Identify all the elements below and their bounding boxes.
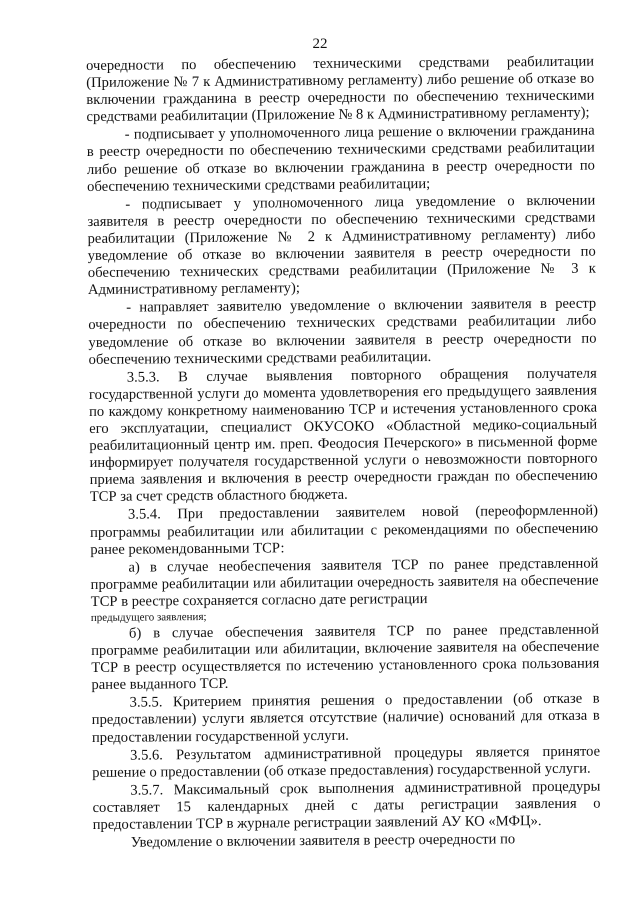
paragraph-item-b: б) в случае обеспечения заявителя ТСР по ранее представленной программе реабилитации или абилитации, включение заявителя на обеспечение ТСР в реестр осуществляется по истечению установленного срока пользования ранее выданного ТСР. (91, 621, 600, 694)
paragraph-continuation: очередности по обеспечению техническими средствами реабилитации (Приложение № 7 к Административному регламенту) либо решение об отказе во включении гражданина в реестр очередности по обеспечению техническими средствами реабилитации (Приложение № 8 к Административному регламенту); (86, 53, 595, 126)
paragraph-3-5-3: 3.5.3. В случае выявления повторного обращения получателя государственной услуги до момента удовлетворения его предыдущего заявления по каждому конкретному наименованию ТСР и истечения установленного срока его эксплуатации, специалист ОКУСОКО «Областной медико-социальный реабилитационный центр им. преп. Феодосия Печерского» в письменной форме информирует получателя государственной услуги о невозможности повторного приема заявления и включения в реестр очередности граждан по обеспечению ТСР за счет средств областного бюджета. (88, 365, 598, 506)
paragraph-3-5-7: 3.5.7. Максимальный срок выполнения административной процедуры составляет 15 календарных дней с даты регистрации заявления о предоставлении ТСР в журнале регистрации заявлений АУ КО «МФЦ». (92, 778, 601, 834)
page-number: 22 (312, 36, 328, 52)
paragraph-3-5-4: 3.5.4. При предоставлении заявителем новой (переоформленной) программы реабилитации или абилитации с рекомендациями по обеспечению ранее рекомендованными ТСР: (90, 502, 599, 558)
paragraph-notification-start: Уведомление о включении заявителя в реестр очередности по (130, 831, 516, 851)
paragraph-item-a: а) в случае необеспечения заявителя ТСР по ранее представленной программе реабилитации или абилитации очередность заявителя на обеспечение ТСР в реестре сохраняется согласно дате регистрации (90, 555, 599, 610)
paragraph-sign-decision: - подписывает у уполномоченного лица решение о включении гражданина в реестр очередности по обеспечению техническими средствами реабилитации либо решение об отказе во включении гражданина в реестр очередности по обеспечению техническими средствами реабилитации; (86, 122, 596, 195)
paragraph-sign-notification: - подписывает у уполномоченного лица уведомление о включении заявителя в реестр очередности по обеспечению техническими средствами реабилитации (Приложение № 2 к Административному регламенту) либо уведомление об отказе во включении заявителя в реестр очередности по обеспечению технических средствами реабилитации (Приложение № 3 к Административному регламенту); (87, 192, 596, 299)
document-body (86, 54, 601, 854)
paragraph-3-5-5: 3.5.5. Критерием принятия решения о предоставлении (об отказе в предоставлении) услуги является отсутствие (наличие) оснований для отказа в предоставлении государственной услуги. (91, 690, 600, 746)
paragraph-item-a-tail: предыдущего заявления; (90, 610, 207, 624)
paragraph-3-5-6: 3.5.6. Результатом административной процедуры является принятое решение о предоставлении (об отказе предоставления) государственной услуги. (92, 743, 601, 781)
paragraph-send-notification: - направляет заявителю уведомление о включении заявителя в реестр очередности по обеспечению технических средствами реабилитации либо уведомление об отказе во включении заявителя в реестр очередности по обеспечению техническими средствами реабилитации. (88, 295, 597, 368)
